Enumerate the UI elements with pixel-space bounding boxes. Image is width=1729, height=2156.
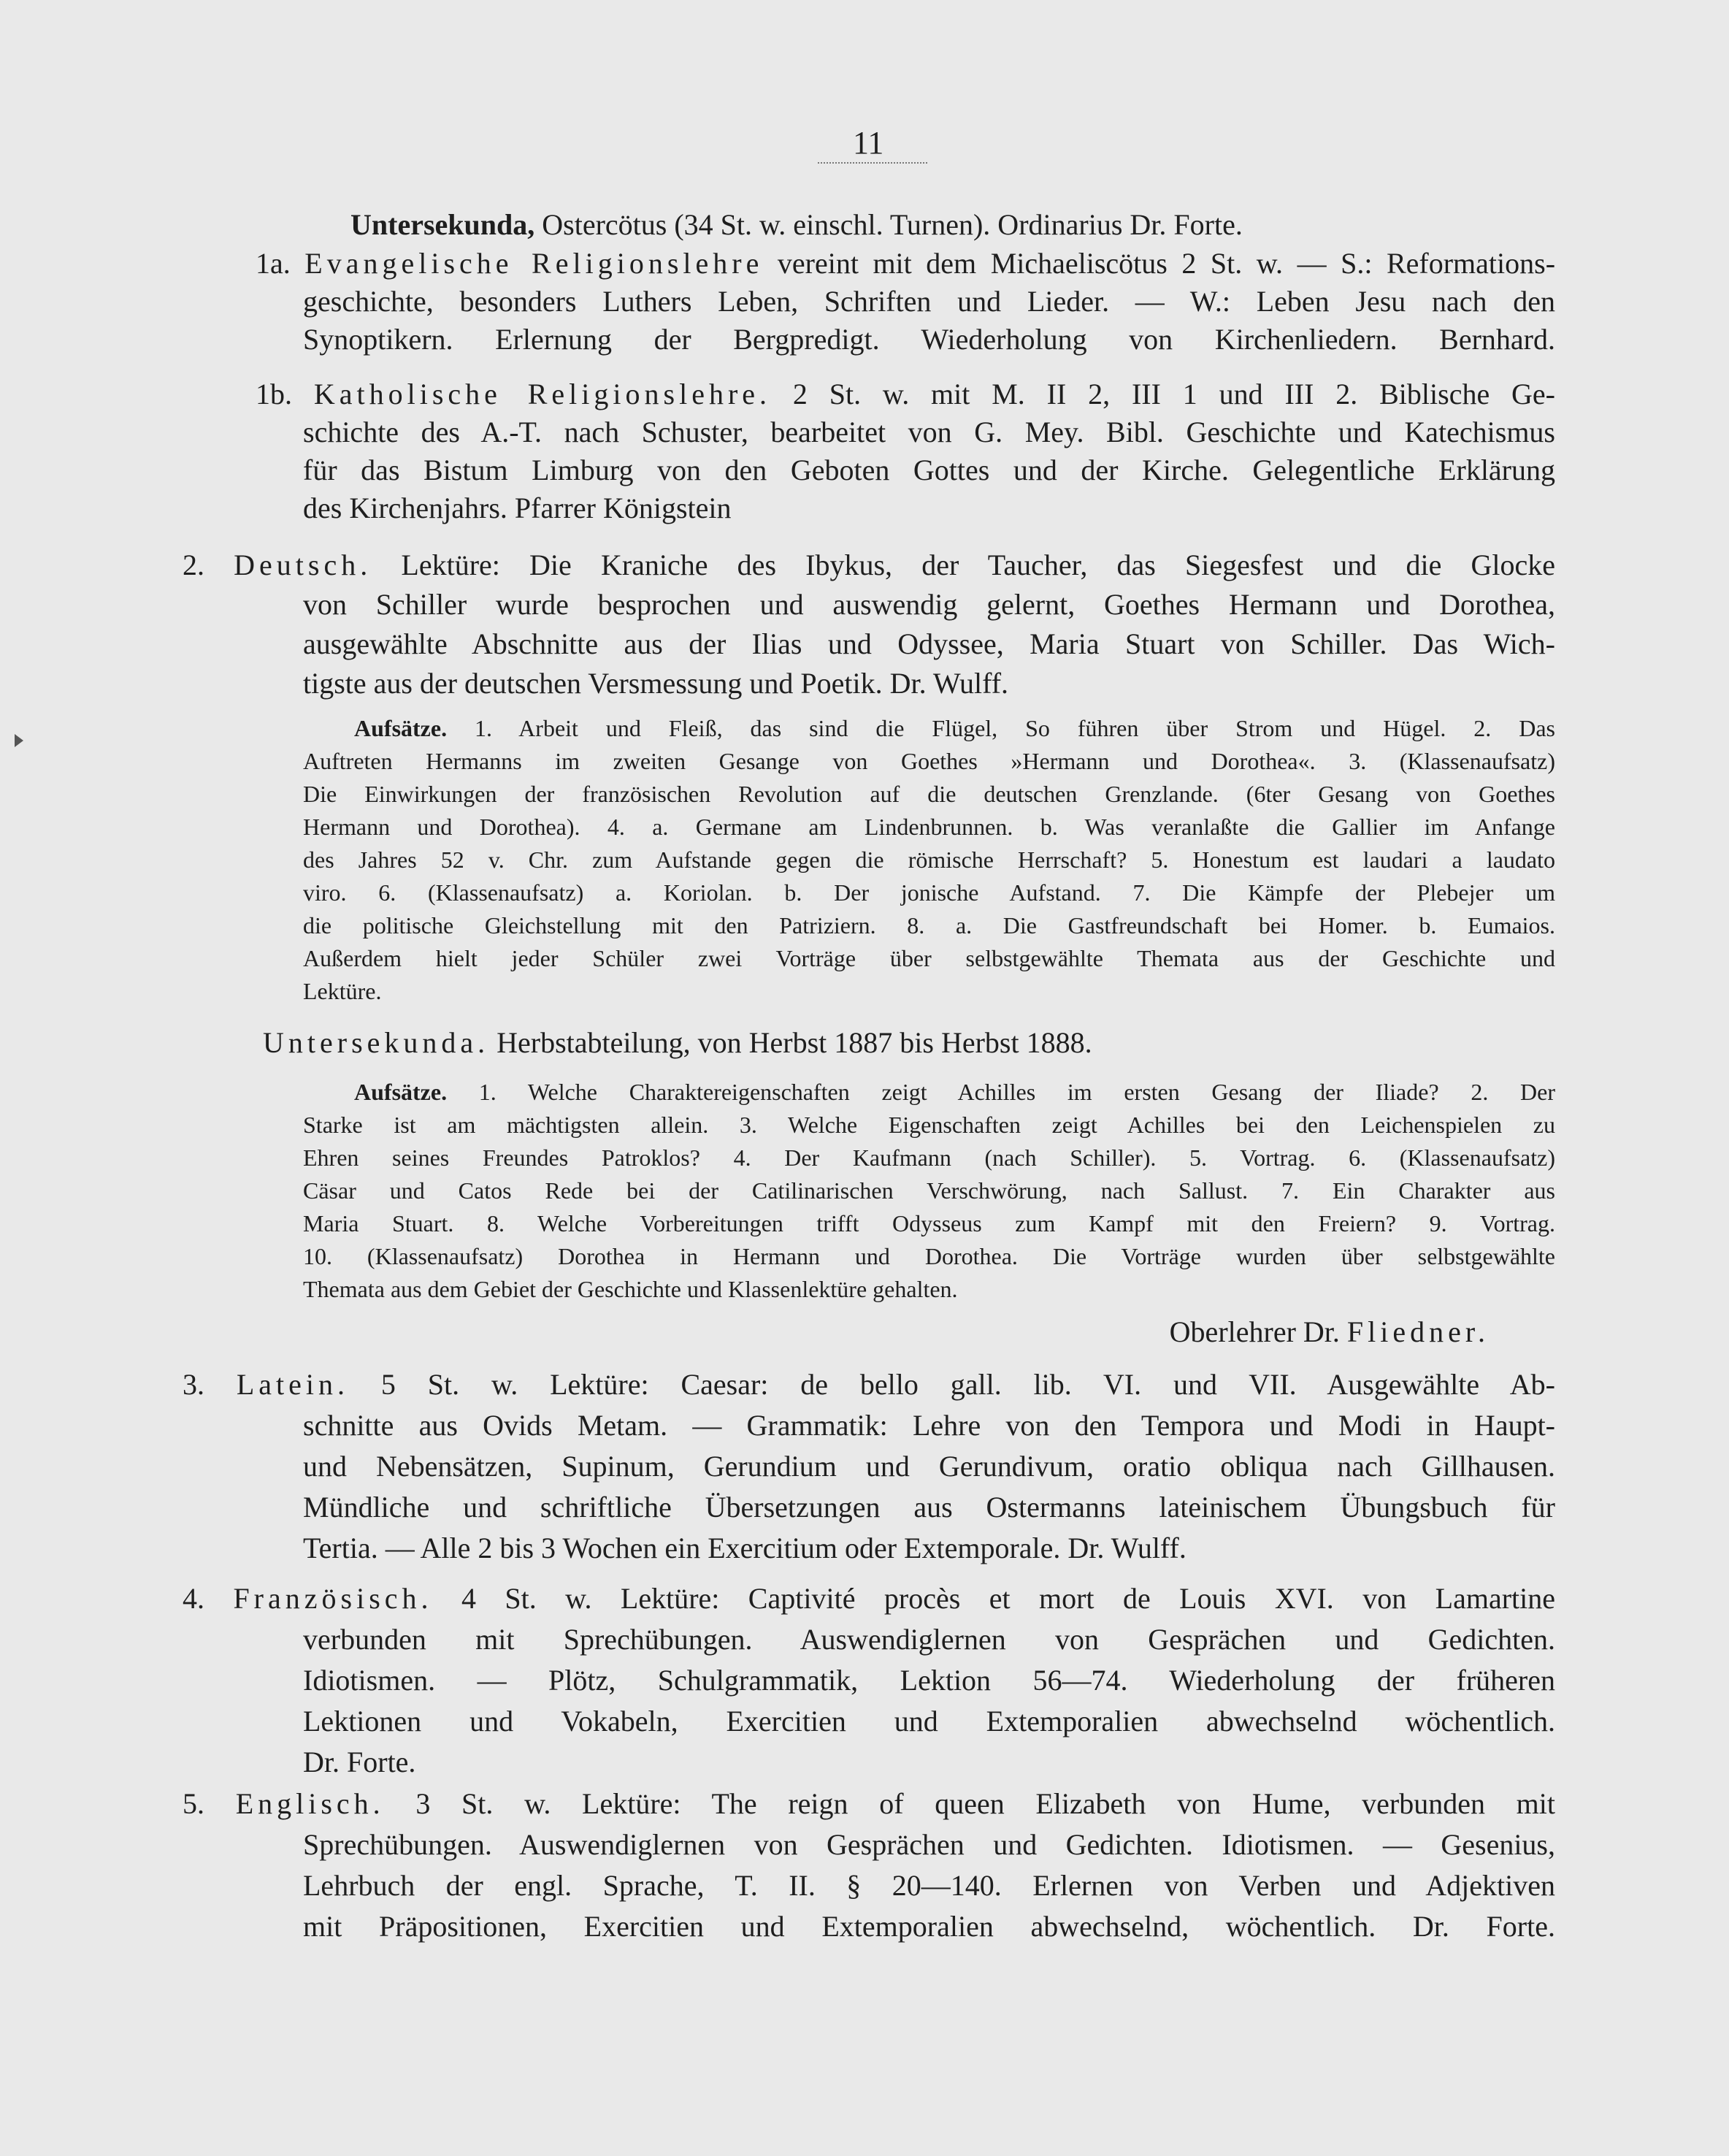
essays-2-line-6: 10. (Klassenaufsatz) Dorothea in Hermann und Dorothea. Die Vorträge wurden über selbstgewählte	[303, 1243, 1555, 1269]
section-1b-line-1	[256, 375, 1555, 413]
section-3-line-1	[183, 1366, 1555, 1404]
margin-mark	[15, 734, 23, 747]
essays-label: Aufsätze.	[354, 715, 448, 741]
section-text: 5 St. w. Lektüre: Caesar: de bello gall. lib. VI. und VII. Ausgewählte Ab-	[380, 1368, 1555, 1401]
section-1a-line-3: Synoptikern. Erlernung der Bergpredigt. Wiederholung von Kirchenliedern. Bernhard.	[303, 323, 1555, 356]
section-text: vereint mit dem Michaeliscötus 2 St. w. — S.: Reformations-	[777, 247, 1556, 280]
section-number: 1a.	[256, 247, 291, 280]
essays-1-line-9: Lektüre.	[303, 978, 382, 1004]
section-text: 4 St. w. Lektüre: Captivité procès et mort de Louis XVI. von Lamartine	[461, 1582, 1556, 1615]
autumn-division-heading	[263, 1024, 1504, 1062]
section-number: 3.	[183, 1368, 204, 1401]
section-title: Französisch.	[233, 1582, 433, 1615]
section-number: 4.	[183, 1582, 204, 1615]
section-number: 2.	[183, 548, 204, 581]
autumn-division-rest: Herbstabteilung, von Herbst 1887 bis Herbst 1888.	[489, 1026, 1092, 1059]
section-title: Englisch.	[235, 1787, 385, 1820]
section-text: Lektüre: Die Kraniche des Ibykus, der Taucher, das Siegesfest und die Glocke	[401, 548, 1555, 581]
section-2-line-3: ausgewählte Abschnitte aus der Ilias und Odyssee, Maria Stuart von Schiller. Das Wich-	[303, 627, 1555, 660]
signature-prefix: Oberlehrer Dr.	[1169, 1315, 1347, 1348]
section-number: 1b.	[256, 378, 292, 410]
essays-1-line-2: Auftreten Hermanns im zweiten Gesange von Goethes »Hermann und Dorothea«. 3. (Klassenaufsatz)	[303, 748, 1555, 774]
essays-2-line-2: Starke ist am mächtigsten allein. 3. Welche Eigenschaften zeigt Achilles bei den Leichenspielen zu	[303, 1112, 1555, 1138]
autumn-division-title: Untersekunda.	[263, 1026, 490, 1059]
essays-2-line-3: Ehren seines Freundes Patroklos? 4. Der Kaufmann (nach Schiller). 5. Vortrag. 6. (Klassenaufsatz)	[303, 1144, 1555, 1171]
section-4-line-4: Lektionen und Vokabeln, Exercitien und Extemporalien abwechselnd wöchentlich.	[303, 1705, 1555, 1738]
section-1b-line-3: für das Bistum Limburg von den Geboten Gottes und der Kirche. Gelegentliche Erklärung	[303, 454, 1555, 486]
essays-1-line-3: Die Einwirkungen der französischen Revolution auf die deutschen Grenzlande. (6ter Gesang von Goethes	[303, 781, 1555, 807]
section-5-line-2: Sprechübungen. Auswendiglernen von Gesprächen und Gedichten. Idiotismen. — Gesenius,	[303, 1828, 1555, 1861]
essays-text: 1. Welche Charaktereigenschaften zeigt Achilles im ersten Gesang der Iliade? 2. Der	[478, 1079, 1556, 1105]
section-text: 3 St. w. Lektüre: The reign of queen Elizabeth von Hume, verbunden mit	[415, 1787, 1556, 1820]
page-number-underline	[818, 162, 927, 164]
section-1b-line-4: des Kirchenjahrs. Pfarrer Königstein	[303, 492, 732, 524]
section-4-line-1	[183, 1580, 1555, 1618]
section-3-line-5: Tertia. — Alle 2 bis 3 Wochen ein Exercitium oder Extemporale. Dr. Wulff.	[303, 1532, 1186, 1564]
essays-2-line-7: Themata aus dem Gebiet der Geschichte und Klassenlektüre gehalten.	[303, 1276, 958, 1302]
essays-1-line-6: viro. 6. (Klassenaufsatz) a. Koriolan. b. Der jonische Aufstand. 7. Die Kämpfe der Plebejer um	[303, 879, 1555, 906]
essays-1-line-1	[354, 712, 1555, 744]
page-number: 11	[853, 125, 884, 161]
section-5-line-4: mit Präpositionen, Exercitien und Extemporalien abwechselnd, wöchentlich. Dr. Forte.	[303, 1910, 1555, 1943]
section-5-line-3: Lehrbuch der engl. Sprache, T. II. § 20—140. Erlernen von Verben und Adjektiven	[303, 1869, 1555, 1902]
class-header-rest: Ostercötus (34 St. w. einschl. Turnen). Ordinarius Dr. Forte.	[534, 208, 1243, 241]
section-2-line-2: von Schiller wurde besprochen und auswendig gelernt, Goethes Hermann und Dorothea,	[303, 588, 1555, 621]
section-1a-line-1	[256, 245, 1555, 283]
essays-label: Aufsätze.	[354, 1079, 448, 1105]
essays-2-line-1	[354, 1076, 1555, 1108]
class-header	[350, 206, 1446, 244]
section-1a-line-2: geschichte, besonders Luthers Leben, Schriften und Lieder. — W.: Leben Jesu nach den	[303, 285, 1555, 318]
essays-1-line-5: des Jahres 52 v. Chr. zum Aufstande gegen die römische Herrschaft? 5. Honestum est laudari a laudato	[303, 846, 1555, 873]
section-2-line-4: tigste aus der deutschen Versmessung und Poetik. Dr. Wulff.	[303, 667, 1009, 700]
section-2-line-1	[183, 546, 1555, 584]
section-title: Deutsch.	[234, 548, 372, 581]
section-number: 5.	[183, 1787, 204, 1820]
class-header-title: Untersekunda,	[350, 208, 535, 241]
essays-1-line-8: Außerdem hielt jeder Schüler zwei Vorträge über selbstgewählte Themata aus der Geschichte und	[303, 945, 1555, 971]
essays-1-line-4: Hermann und Dorothea). 4. a. Germane am Lindenbrunnen. b. Was veranlaßte die Gallier im Anfange	[303, 814, 1555, 840]
section-1b-line-2: schichte des A.-T. nach Schuster, bearbeitet von G. Mey. Bibl. Geschichte und Katechismus	[303, 416, 1555, 448]
section-5-line-1	[183, 1785, 1555, 1823]
essays-2-line-4: Cäsar und Catos Rede bei der Catilinarischen Verschwörung, nach Sallust. 7. Ein Charakter aus	[303, 1177, 1555, 1204]
essays-1-line-7: die politische Gleichstellung mit den Patriziern. 8. a. Die Gastfreundschaft bei Homer. b. Eumaios.	[303, 912, 1555, 939]
section-title: Latein.	[236, 1368, 350, 1401]
section-3-line-2: schnitte aus Ovids Metam. — Grammatik: Lehre von den Tempora und Modi in Haupt-	[303, 1409, 1555, 1442]
section-3-line-3: und Nebensätzen, Supinum, Gerundium und Gerundivum, oratio obliqua nach Gillhausen.	[303, 1450, 1555, 1483]
teacher-signature	[1022, 1313, 1490, 1351]
section-title: Katholische Religionslehre.	[313, 378, 772, 410]
section-4-line-3: Idiotismen. — Plötz, Schulgrammatik, Lektion 56—74. Wiederholung der früheren	[303, 1664, 1555, 1697]
section-4-line-2: verbunden mit Sprechübungen. Auswendiglernen von Gesprächen und Gedichten.	[303, 1623, 1555, 1656]
section-3-line-4: Mündliche und schriftliche Übersetzungen aus Ostermanns lateinischem Übungsbuch für	[303, 1491, 1555, 1524]
section-4-line-5: Dr. Forte.	[303, 1746, 416, 1778]
section-text: 2 St. w. mit M. II 2, III 1 und III 2. Biblische Ge-	[792, 378, 1556, 410]
section-title: Evangelische Religionslehre	[304, 247, 764, 280]
essays-text: 1. Arbeit und Fleiß, das sind die Flügel, So führen über Strom und Hügel. 2. Das	[475, 715, 1556, 741]
signature-name: Fliedner.	[1346, 1315, 1490, 1348]
essays-2-line-5: Maria Stuart. 8. Welche Vorbereitungen trifft Odysseus zum Kampf mit den Freiern? 9. Vortrag.	[303, 1210, 1555, 1236]
